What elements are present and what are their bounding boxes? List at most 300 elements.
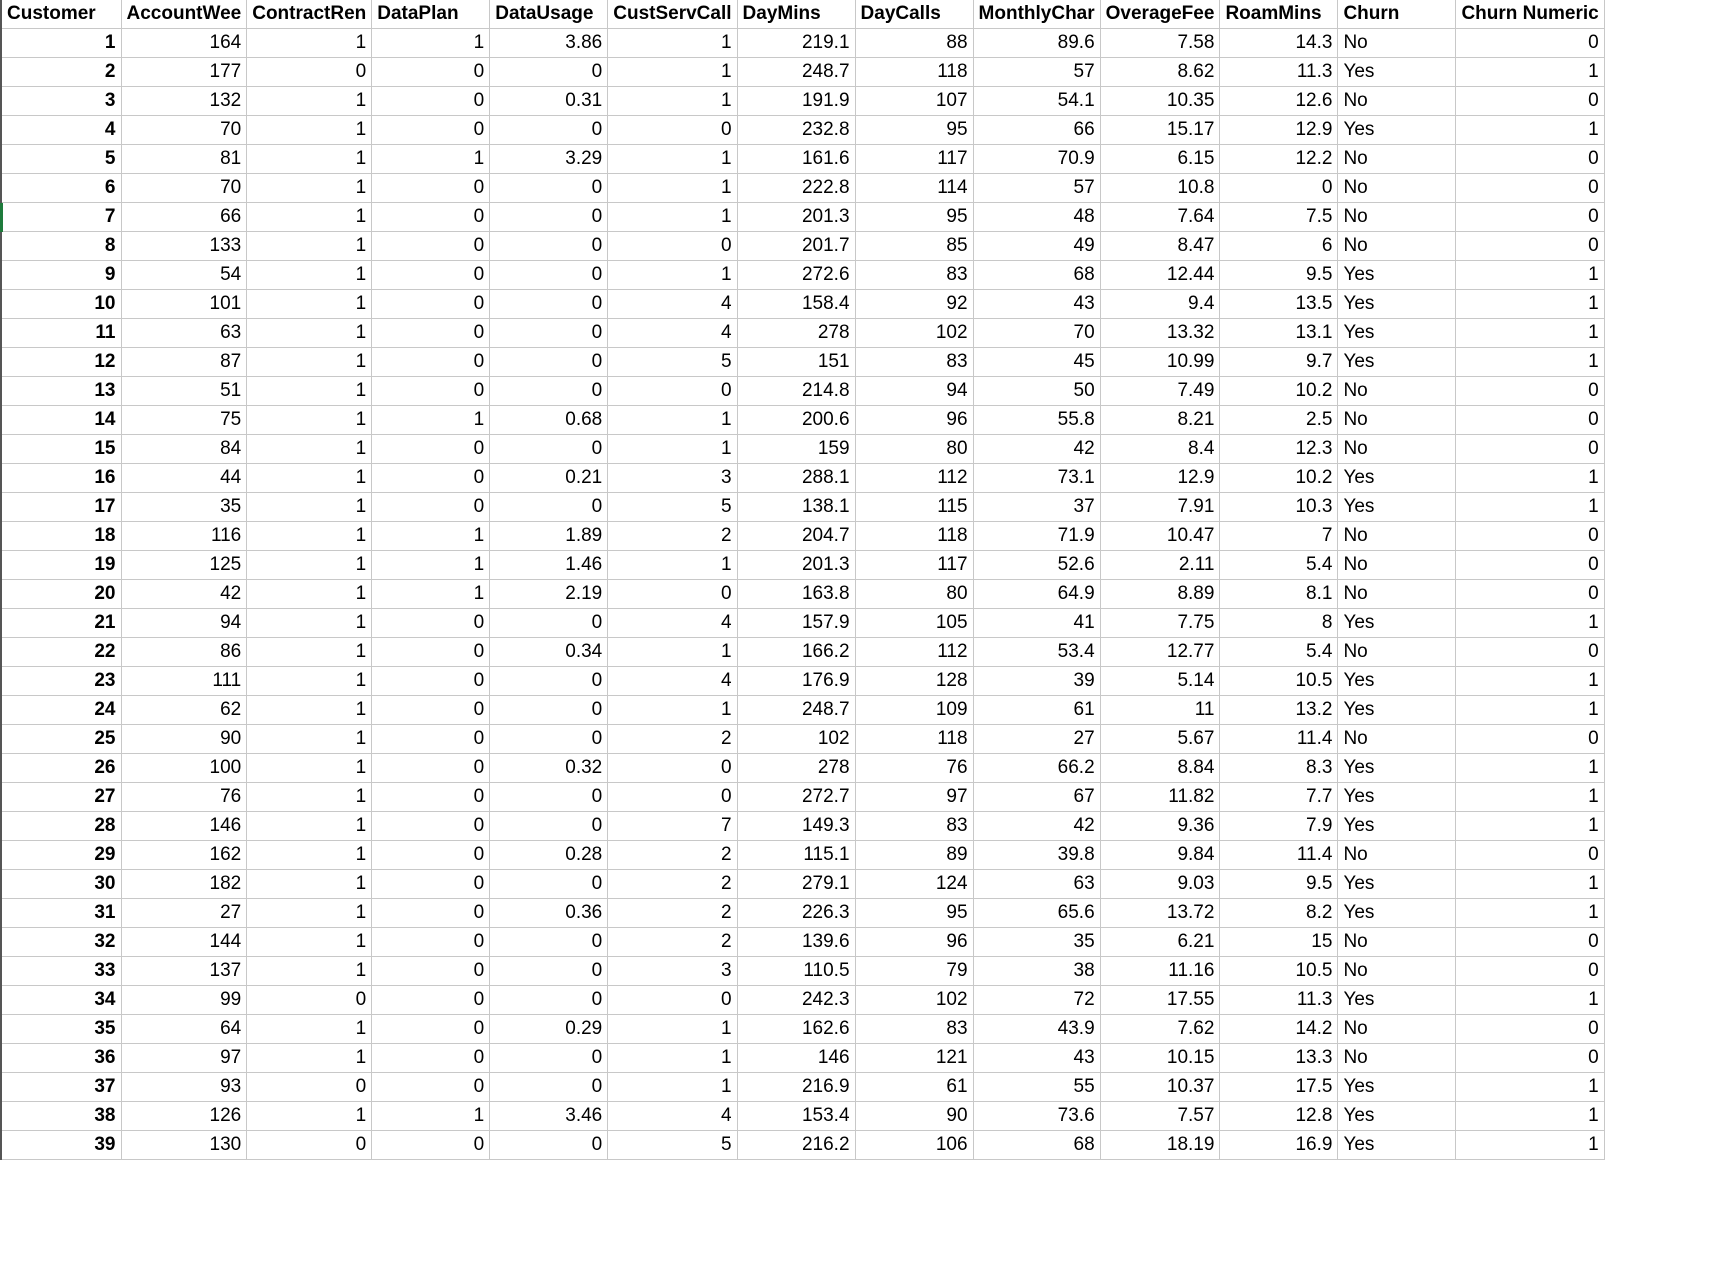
data-cell[interactable]: Yes [1338, 1102, 1456, 1131]
data-cell[interactable]: 177 [121, 58, 247, 87]
column-header[interactable]: DataPlan [372, 0, 490, 29]
data-cell[interactable]: 1 [247, 812, 372, 841]
data-cell[interactable]: 44 [121, 464, 247, 493]
data-cell[interactable]: 128 [855, 667, 973, 696]
data-cell[interactable]: 1 [247, 1044, 372, 1073]
data-cell[interactable]: 0 [1456, 174, 1604, 203]
data-cell[interactable]: 73.6 [973, 1102, 1100, 1131]
data-cell[interactable]: 0 [372, 667, 490, 696]
data-cell[interactable]: 86 [121, 638, 247, 667]
data-cell[interactable]: 111 [121, 667, 247, 696]
data-cell[interactable]: 0 [490, 609, 608, 638]
data-cell[interactable]: 10.5 [1220, 957, 1338, 986]
data-cell[interactable]: 1 [247, 638, 372, 667]
data-cell[interactable]: 73.1 [973, 464, 1100, 493]
data-cell[interactable]: 37 [973, 493, 1100, 522]
data-cell[interactable]: 11.16 [1100, 957, 1220, 986]
data-cell[interactable]: 53.4 [973, 638, 1100, 667]
data-cell[interactable]: 0 [490, 957, 608, 986]
data-cell[interactable]: 161.6 [737, 145, 855, 174]
data-cell[interactable]: 54.1 [973, 87, 1100, 116]
data-cell[interactable]: 0 [608, 116, 737, 145]
data-cell[interactable]: 0 [490, 290, 608, 319]
data-cell[interactable]: 9.5 [1220, 261, 1338, 290]
data-cell[interactable]: 6.15 [1100, 145, 1220, 174]
data-cell[interactable]: No [1338, 957, 1456, 986]
data-cell[interactable]: 0 [490, 435, 608, 464]
data-cell[interactable]: 0 [1456, 580, 1604, 609]
data-cell[interactable]: No [1338, 551, 1456, 580]
data-cell[interactable]: Yes [1338, 290, 1456, 319]
data-cell[interactable]: 0 [608, 580, 737, 609]
data-cell[interactable]: Yes [1338, 116, 1456, 145]
data-cell[interactable]: 5.4 [1220, 638, 1338, 667]
data-cell[interactable]: 151 [737, 348, 855, 377]
data-cell[interactable]: 1 [1456, 667, 1604, 696]
data-cell[interactable]: 9.4 [1100, 290, 1220, 319]
customer-id-cell[interactable]: 31 [1, 899, 121, 928]
customer-id-cell[interactable]: 26 [1, 754, 121, 783]
data-cell[interactable]: 1 [247, 609, 372, 638]
data-cell[interactable]: 138.1 [737, 493, 855, 522]
data-cell[interactable]: 65.6 [973, 899, 1100, 928]
data-cell[interactable]: 0 [1456, 522, 1604, 551]
data-cell[interactable]: 70 [121, 116, 247, 145]
data-cell[interactable]: 232.8 [737, 116, 855, 145]
data-cell[interactable]: 0 [372, 58, 490, 87]
customer-id-cell[interactable]: 32 [1, 928, 121, 957]
data-cell[interactable]: 1 [247, 870, 372, 899]
data-cell[interactable]: 2.11 [1100, 551, 1220, 580]
data-cell[interactable]: 118 [855, 725, 973, 754]
data-cell[interactable]: 83 [855, 1015, 973, 1044]
data-cell[interactable]: 61 [973, 696, 1100, 725]
data-cell[interactable]: 0 [247, 986, 372, 1015]
customer-id-cell[interactable]: 20 [1, 580, 121, 609]
data-cell[interactable]: 17.5 [1220, 1073, 1338, 1102]
data-cell[interactable]: 10.8 [1100, 174, 1220, 203]
column-header[interactable]: DayCalls [855, 0, 973, 29]
customer-id-cell[interactable]: 14 [1, 406, 121, 435]
data-cell[interactable]: 7 [1220, 522, 1338, 551]
data-cell[interactable]: 1 [608, 261, 737, 290]
data-cell[interactable]: 0 [1220, 174, 1338, 203]
data-cell[interactable]: 8.62 [1100, 58, 1220, 87]
data-cell[interactable]: 93 [121, 1073, 247, 1102]
data-cell[interactable]: 201.7 [737, 232, 855, 261]
data-cell[interactable]: 70 [121, 174, 247, 203]
data-cell[interactable]: 92 [855, 290, 973, 319]
data-cell[interactable]: No [1338, 580, 1456, 609]
data-cell[interactable]: 182 [121, 870, 247, 899]
data-cell[interactable]: 1 [247, 841, 372, 870]
data-cell[interactable]: Yes [1338, 870, 1456, 899]
data-cell[interactable]: 1 [608, 1044, 737, 1073]
data-cell[interactable]: 0 [1456, 87, 1604, 116]
data-cell[interactable]: 12.6 [1220, 87, 1338, 116]
customer-id-cell[interactable]: 8 [1, 232, 121, 261]
data-cell[interactable]: 176.9 [737, 667, 855, 696]
customer-id-cell[interactable]: 4 [1, 116, 121, 145]
data-cell[interactable]: 0 [490, 116, 608, 145]
data-cell[interactable]: 159 [737, 435, 855, 464]
customer-id-cell[interactable]: 34 [1, 986, 121, 1015]
data-cell[interactable]: 162.6 [737, 1015, 855, 1044]
data-cell[interactable]: 83 [855, 812, 973, 841]
data-cell[interactable]: 139.6 [737, 928, 855, 957]
data-cell[interactable]: 0.28 [490, 841, 608, 870]
data-cell[interactable]: 0.31 [490, 87, 608, 116]
data-cell[interactable]: 1 [1456, 986, 1604, 1015]
data-cell[interactable]: 7.49 [1100, 377, 1220, 406]
data-cell[interactable]: 1 [608, 58, 737, 87]
data-cell[interactable]: 54 [121, 261, 247, 290]
data-cell[interactable]: 0 [490, 58, 608, 87]
data-cell[interactable]: 1 [372, 145, 490, 174]
data-cell[interactable]: 0 [1456, 725, 1604, 754]
data-cell[interactable]: 0 [608, 232, 737, 261]
data-cell[interactable]: 1 [608, 435, 737, 464]
data-cell[interactable]: 2.19 [490, 580, 608, 609]
data-cell[interactable]: 0 [372, 899, 490, 928]
data-cell[interactable]: 4 [608, 319, 737, 348]
data-cell[interactable]: 0 [490, 1131, 608, 1160]
data-cell[interactable]: 162 [121, 841, 247, 870]
data-cell[interactable]: 68 [973, 1131, 1100, 1160]
data-cell[interactable]: 114 [855, 174, 973, 203]
data-cell[interactable]: 0 [1456, 551, 1604, 580]
data-cell[interactable]: 0 [490, 203, 608, 232]
data-cell[interactable]: 6 [1220, 232, 1338, 261]
data-cell[interactable]: 0 [372, 116, 490, 145]
data-cell[interactable]: 11.4 [1220, 725, 1338, 754]
data-cell[interactable]: 11.3 [1220, 58, 1338, 87]
data-cell[interactable]: 1 [247, 174, 372, 203]
customer-id-cell[interactable]: 21 [1, 609, 121, 638]
data-cell[interactable]: Yes [1338, 493, 1456, 522]
data-cell[interactable]: 7.9 [1220, 812, 1338, 841]
data-cell[interactable]: 95 [855, 203, 973, 232]
data-cell[interactable]: 14.2 [1220, 1015, 1338, 1044]
customer-id-cell[interactable]: 39 [1, 1131, 121, 1160]
data-cell[interactable]: 8.89 [1100, 580, 1220, 609]
column-header[interactable]: DayMins [737, 0, 855, 29]
customer-id-cell[interactable]: 5 [1, 145, 121, 174]
data-cell[interactable]: 10.3 [1220, 493, 1338, 522]
data-cell[interactable]: 12.3 [1220, 435, 1338, 464]
data-cell[interactable]: 0 [372, 812, 490, 841]
data-cell[interactable]: 0 [490, 174, 608, 203]
data-cell[interactable]: 8.1 [1220, 580, 1338, 609]
data-cell[interactable]: 10.35 [1100, 87, 1220, 116]
data-cell[interactable]: 2.5 [1220, 406, 1338, 435]
data-cell[interactable]: 70 [973, 319, 1100, 348]
data-cell[interactable]: 14.3 [1220, 29, 1338, 58]
data-cell[interactable]: 99 [121, 986, 247, 1015]
data-cell[interactable]: No [1338, 174, 1456, 203]
data-cell[interactable]: 102 [855, 986, 973, 1015]
data-cell[interactable]: 101 [121, 290, 247, 319]
data-cell[interactable]: 8.4 [1100, 435, 1220, 464]
customer-id-cell[interactable]: 15 [1, 435, 121, 464]
data-cell[interactable]: 0 [372, 638, 490, 667]
data-cell[interactable]: 0 [490, 1073, 608, 1102]
data-cell[interactable]: 1 [1456, 493, 1604, 522]
data-cell[interactable]: 153.4 [737, 1102, 855, 1131]
data-cell[interactable]: 1.89 [490, 522, 608, 551]
data-cell[interactable]: 0 [372, 870, 490, 899]
data-cell[interactable]: 0 [372, 232, 490, 261]
data-cell[interactable]: 0 [372, 754, 490, 783]
data-cell[interactable]: 62 [121, 696, 247, 725]
column-header[interactable]: RoamMins [1220, 0, 1338, 29]
data-cell[interactable]: 68 [973, 261, 1100, 290]
data-cell[interactable]: 1 [247, 319, 372, 348]
customer-id-cell[interactable]: 18 [1, 522, 121, 551]
data-cell[interactable]: 2 [608, 725, 737, 754]
data-cell[interactable]: 67 [973, 783, 1100, 812]
customer-id-cell[interactable]: 23 [1, 667, 121, 696]
data-cell[interactable]: 0 [372, 435, 490, 464]
data-cell[interactable]: 125 [121, 551, 247, 580]
data-cell[interactable]: 0 [490, 377, 608, 406]
data-cell[interactable]: 10.37 [1100, 1073, 1220, 1102]
data-cell[interactable]: 1 [247, 203, 372, 232]
data-cell[interactable]: 2 [608, 870, 737, 899]
customer-id-cell[interactable]: 10 [1, 290, 121, 319]
data-cell[interactable]: 0 [490, 667, 608, 696]
data-cell[interactable]: 158.4 [737, 290, 855, 319]
data-cell[interactable]: 11.4 [1220, 841, 1338, 870]
data-cell[interactable]: 18.19 [1100, 1131, 1220, 1160]
data-cell[interactable]: 1 [608, 29, 737, 58]
data-cell[interactable]: 52.6 [973, 551, 1100, 580]
data-cell[interactable]: 10.5 [1220, 667, 1338, 696]
data-cell[interactable]: 8 [1220, 609, 1338, 638]
data-cell[interactable]: 112 [855, 638, 973, 667]
customer-id-cell[interactable]: 17 [1, 493, 121, 522]
data-cell[interactable]: 72 [973, 986, 1100, 1015]
data-cell[interactable]: 1 [608, 551, 737, 580]
data-cell[interactable]: 1 [247, 348, 372, 377]
data-cell[interactable]: 7.75 [1100, 609, 1220, 638]
data-cell[interactable]: 0 [1456, 377, 1604, 406]
data-cell[interactable]: 2 [608, 841, 737, 870]
data-cell[interactable]: 0 [372, 261, 490, 290]
data-cell[interactable]: 76 [855, 754, 973, 783]
data-cell[interactable]: 1 [247, 377, 372, 406]
data-cell[interactable]: No [1338, 377, 1456, 406]
data-cell[interactable]: 0 [1456, 957, 1604, 986]
data-cell[interactable]: 0 [490, 783, 608, 812]
data-cell[interactable]: 279.1 [737, 870, 855, 899]
data-cell[interactable]: 1 [372, 580, 490, 609]
data-cell[interactable]: No [1338, 928, 1456, 957]
data-cell[interactable]: 96 [855, 928, 973, 957]
customer-id-cell[interactable]: 12 [1, 348, 121, 377]
data-cell[interactable]: 222.8 [737, 174, 855, 203]
data-cell[interactable]: 12.77 [1100, 638, 1220, 667]
data-cell[interactable]: 49 [973, 232, 1100, 261]
data-cell[interactable]: 12.8 [1220, 1102, 1338, 1131]
data-cell[interactable]: 0 [372, 203, 490, 232]
data-cell[interactable]: 1 [247, 406, 372, 435]
data-cell[interactable]: 0 [247, 1131, 372, 1160]
data-cell[interactable]: 1 [247, 580, 372, 609]
data-cell[interactable]: 107 [855, 87, 973, 116]
data-cell[interactable]: 115 [855, 493, 973, 522]
data-cell[interactable]: 1 [1456, 899, 1604, 928]
column-header[interactable]: MonthlyChar [973, 0, 1100, 29]
customer-id-cell[interactable]: 1 [1, 29, 121, 58]
data-cell[interactable]: 1 [608, 1015, 737, 1044]
data-cell[interactable]: 1 [1456, 319, 1604, 348]
customer-id-cell[interactable]: 6 [1, 174, 121, 203]
customer-id-cell[interactable]: 36 [1, 1044, 121, 1073]
data-cell[interactable]: 45 [973, 348, 1100, 377]
data-cell[interactable]: 6.21 [1100, 928, 1220, 957]
data-cell[interactable]: No [1338, 435, 1456, 464]
data-cell[interactable]: 3.86 [490, 29, 608, 58]
data-cell[interactable]: 1 [1456, 812, 1604, 841]
data-cell[interactable]: 16.9 [1220, 1131, 1338, 1160]
data-cell[interactable]: 42 [973, 812, 1100, 841]
data-cell[interactable]: 0 [490, 232, 608, 261]
data-cell[interactable]: 4 [608, 1102, 737, 1131]
data-cell[interactable]: 1 [1456, 1073, 1604, 1102]
data-cell[interactable]: 0 [1456, 406, 1604, 435]
data-cell[interactable]: 66.2 [973, 754, 1100, 783]
data-cell[interactable]: 7.57 [1100, 1102, 1220, 1131]
data-cell[interactable]: 1 [1456, 290, 1604, 319]
data-cell[interactable]: 41 [973, 609, 1100, 638]
data-cell[interactable]: 9.7 [1220, 348, 1338, 377]
data-cell[interactable]: 1 [608, 145, 737, 174]
data-cell[interactable]: 95 [855, 116, 973, 145]
data-cell[interactable]: 10.99 [1100, 348, 1220, 377]
data-cell[interactable]: 1 [1456, 696, 1604, 725]
data-cell[interactable]: 0 [372, 290, 490, 319]
data-cell[interactable]: 1 [372, 522, 490, 551]
data-cell[interactable]: 5 [608, 1131, 737, 1160]
data-cell[interactable]: 0 [372, 1131, 490, 1160]
data-cell[interactable]: 10.47 [1100, 522, 1220, 551]
data-cell[interactable]: 1 [608, 696, 737, 725]
data-cell[interactable]: 1 [372, 29, 490, 58]
data-cell[interactable]: 7.7 [1220, 783, 1338, 812]
data-cell[interactable]: 83 [855, 348, 973, 377]
data-cell[interactable]: 121 [855, 1044, 973, 1073]
data-cell[interactable]: 13.5 [1220, 290, 1338, 319]
data-cell[interactable]: 5.67 [1100, 725, 1220, 754]
data-cell[interactable]: 216.2 [737, 1131, 855, 1160]
data-cell[interactable]: 0 [372, 174, 490, 203]
data-cell[interactable]: No [1338, 522, 1456, 551]
customer-id-cell[interactable]: 28 [1, 812, 121, 841]
customer-id-cell[interactable]: 24 [1, 696, 121, 725]
data-cell[interactable]: 157.9 [737, 609, 855, 638]
data-cell[interactable]: 118 [855, 522, 973, 551]
data-cell[interactable]: 64.9 [973, 580, 1100, 609]
data-cell[interactable]: 272.6 [737, 261, 855, 290]
data-cell[interactable]: 1 [608, 203, 737, 232]
data-cell[interactable]: 1 [608, 174, 737, 203]
data-cell[interactable]: 13.1 [1220, 319, 1338, 348]
data-cell[interactable]: 3.46 [490, 1102, 608, 1131]
data-cell[interactable]: 0 [608, 783, 737, 812]
data-cell[interactable]: 1.46 [490, 551, 608, 580]
data-cell[interactable]: 42 [973, 435, 1100, 464]
data-cell[interactable]: 15.17 [1100, 116, 1220, 145]
data-cell[interactable]: 12.44 [1100, 261, 1220, 290]
customer-id-cell[interactable]: 22 [1, 638, 121, 667]
data-cell[interactable]: 0 [1456, 435, 1604, 464]
data-cell[interactable]: 4 [608, 290, 737, 319]
data-cell[interactable]: 5.4 [1220, 551, 1338, 580]
data-cell[interactable]: No [1338, 1015, 1456, 1044]
data-cell[interactable]: 90 [855, 1102, 973, 1131]
data-cell[interactable]: 105 [855, 609, 973, 638]
data-cell[interactable]: Yes [1338, 783, 1456, 812]
data-cell[interactable]: 0 [490, 319, 608, 348]
data-cell[interactable]: 1 [372, 1102, 490, 1131]
data-cell[interactable]: 166.2 [737, 638, 855, 667]
data-cell[interactable]: 1 [372, 406, 490, 435]
data-cell[interactable]: 90 [121, 725, 247, 754]
data-cell[interactable]: 55 [973, 1073, 1100, 1102]
data-cell[interactable]: 1 [1456, 464, 1604, 493]
data-cell[interactable]: 0 [1456, 203, 1604, 232]
data-cell[interactable]: 48 [973, 203, 1100, 232]
data-cell[interactable]: 13.72 [1100, 899, 1220, 928]
data-cell[interactable]: 0 [372, 783, 490, 812]
data-cell[interactable]: 0 [372, 1015, 490, 1044]
data-cell[interactable]: 248.7 [737, 696, 855, 725]
data-cell[interactable]: Yes [1338, 1073, 1456, 1102]
data-cell[interactable]: 1 [372, 551, 490, 580]
data-cell[interactable]: 0 [247, 58, 372, 87]
data-cell[interactable]: 97 [121, 1044, 247, 1073]
data-cell[interactable]: 0.34 [490, 638, 608, 667]
data-cell[interactable]: 1 [247, 290, 372, 319]
data-cell[interactable]: 226.3 [737, 899, 855, 928]
customer-id-cell[interactable]: 27 [1, 783, 121, 812]
data-cell[interactable]: Yes [1338, 812, 1456, 841]
data-cell[interactable]: 4 [608, 667, 737, 696]
data-cell[interactable]: Yes [1338, 986, 1456, 1015]
data-cell[interactable]: 10.2 [1220, 377, 1338, 406]
data-cell[interactable]: 76 [121, 783, 247, 812]
data-cell[interactable]: 57 [973, 58, 1100, 87]
data-cell[interactable]: 0 [247, 1073, 372, 1102]
data-cell[interactable]: Yes [1338, 754, 1456, 783]
data-cell[interactable]: 9.84 [1100, 841, 1220, 870]
customer-id-cell[interactable]: 11 [1, 319, 121, 348]
data-cell[interactable]: 9.5 [1220, 870, 1338, 899]
data-cell[interactable]: 1 [247, 928, 372, 957]
data-cell[interactable]: 117 [855, 145, 973, 174]
data-cell[interactable]: 0 [608, 986, 737, 1015]
data-cell[interactable]: 2 [608, 928, 737, 957]
data-cell[interactable]: 0 [372, 609, 490, 638]
data-cell[interactable]: 11.82 [1100, 783, 1220, 812]
data-cell[interactable]: 88 [855, 29, 973, 58]
data-cell[interactable]: 1 [608, 1073, 737, 1102]
data-cell[interactable]: 1 [1456, 1102, 1604, 1131]
data-cell[interactable]: 8.3 [1220, 754, 1338, 783]
data-cell[interactable]: 146 [737, 1044, 855, 1073]
data-cell[interactable]: 8.2 [1220, 899, 1338, 928]
